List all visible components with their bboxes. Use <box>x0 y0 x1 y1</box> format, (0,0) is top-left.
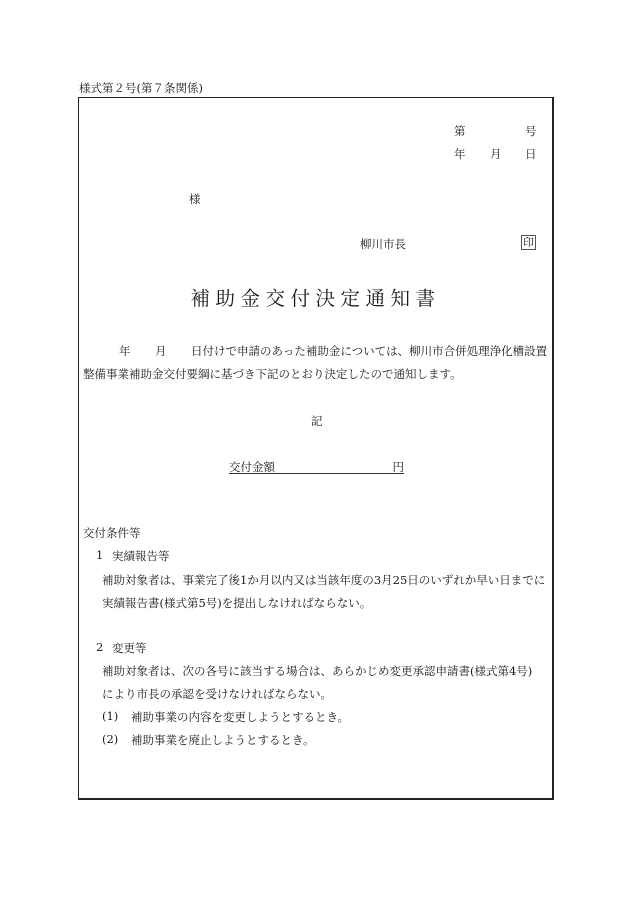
form-label: 様式第２号(第７条関係) <box>79 81 203 95</box>
section-2-title: 変更等 <box>112 641 147 655</box>
body-month: 月 <box>155 344 167 358</box>
body-line-1: 日付けで申請のあった補助金については、柳川市合併処理浄化槽設置 <box>191 344 548 358</box>
number-suffix: 号 <box>525 124 537 138</box>
seal-mark <box>521 235 536 250</box>
date-month: 月 <box>490 147 502 161</box>
issuer-name: 柳川市長 <box>360 237 406 251</box>
section-2-line-1: 補助対象者は、次の各号に該当する場合は、あらかじめ変更承認申請書(様式第4号) <box>102 664 533 678</box>
section-1-title: 実績報告等 <box>112 549 170 563</box>
section-1-line-2: 実績報告書(様式第5号)を提出しなければならない。 <box>102 596 372 610</box>
conditions-heading: 交付条件等 <box>83 526 141 540</box>
number-prefix: 第 <box>454 124 466 138</box>
body-year: 年 <box>119 344 131 358</box>
body-line-2: 整備事業補助金交付要綱に基づき下記のとおり決定したので通知します。 <box>83 367 462 381</box>
section-1-number: 1 <box>96 548 104 562</box>
document-title: 補助金交付決定通知書 <box>190 287 441 310</box>
section-2-item-1-number: (1) <box>102 709 119 723</box>
date-day: 日 <box>525 147 537 161</box>
document-frame <box>78 97 554 800</box>
grant-amount-label: 交付金額 <box>229 460 275 474</box>
section-2-item-2-number: (2) <box>102 732 119 746</box>
section-1-line-1: 補助対象者は、事業完了後1か月以内又は当該年度の3月25日のいずれか早い日までに <box>102 573 546 587</box>
seal-icon: 印 <box>523 236 534 249</box>
section-2-item-2-text: 補助事業を廃止しようとするとき。 <box>131 733 315 747</box>
ki-heading: 記 <box>311 414 323 428</box>
section-2-line-2: により市長の承認を受けなければならない。 <box>102 687 332 701</box>
date-year: 年 <box>454 147 466 161</box>
grant-amount-unit: 円 <box>392 460 404 474</box>
addressee-suffix: 様 <box>189 192 201 206</box>
grant-amount-line <box>229 459 404 474</box>
section-2-item-1-text: 補助事業の内容を変更しようとするとき。 <box>131 710 350 724</box>
section-2-number: 2 <box>96 640 104 654</box>
